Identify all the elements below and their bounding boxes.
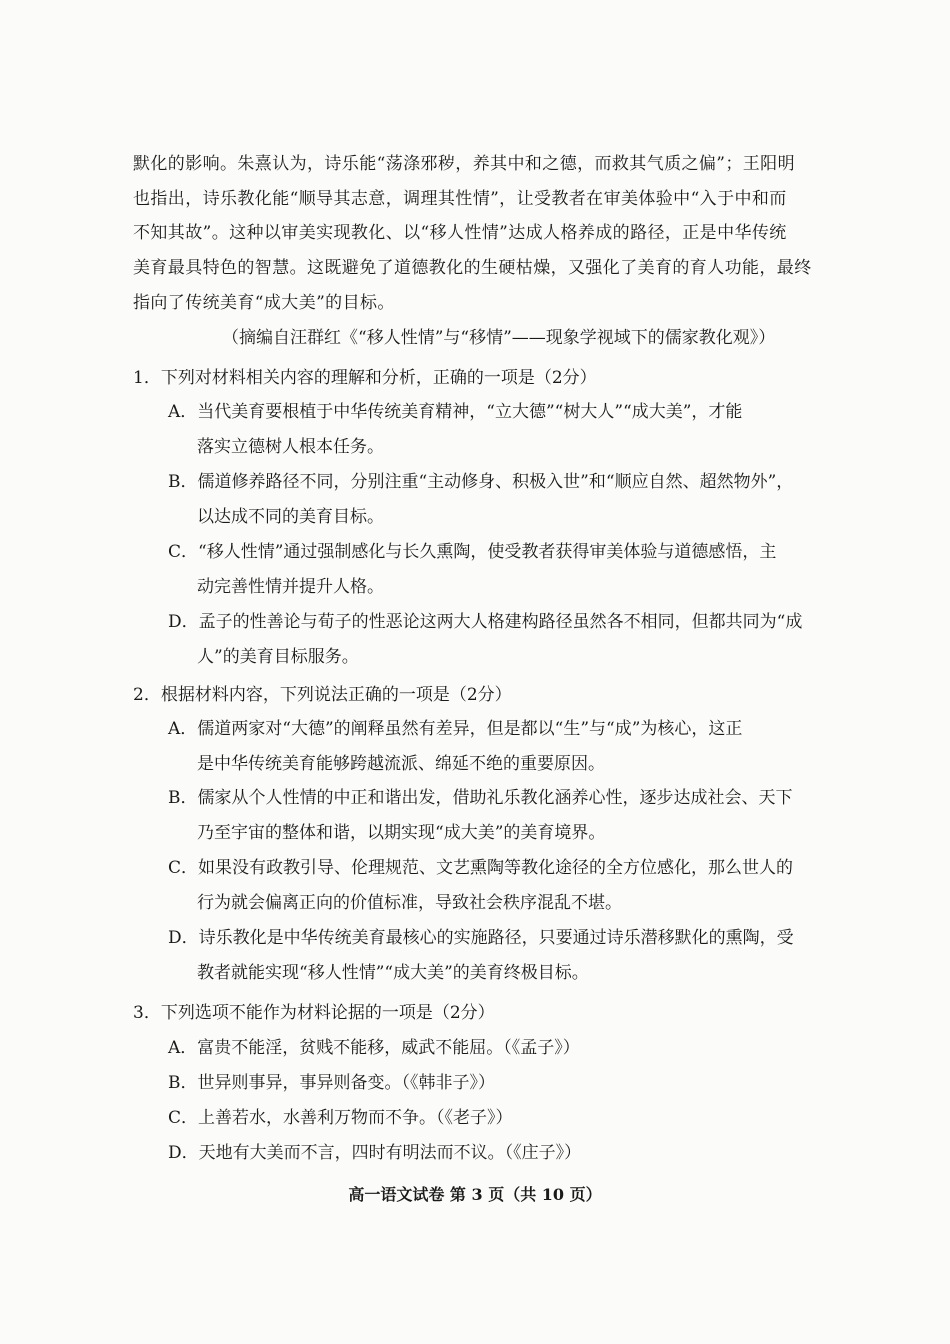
question-3-stem: 3．下列选项不能作为材料论据的一项是（2分） <box>133 1003 495 1023</box>
q2-option-d: D．诗乐教化是中华传统美育最核心的实施路径，只要通过诗乐潜移默化的熏陶，受 <box>168 928 794 948</box>
q2-option-d-cont: 教者就能实现“移人性情”“成大美”的美育终极目标。 <box>197 963 589 983</box>
q1-option-c-cont: 动完善性情并提升人格。 <box>197 577 384 597</box>
question-1-stem: 1．下列对材料相关内容的理解和分析，正确的一项是（2分） <box>133 368 597 388</box>
q1-option-a: A．当代美育要根植于中华传统美育精神，“立大德”“树大人”“成大美”，才能 <box>168 402 743 422</box>
q1-option-c: C．“移人性情”通过强制感化与长久熏陶，使受教者获得审美体验与道德感悟，主 <box>168 542 777 562</box>
q3-option-d: D．天地有大美而不言，四时有明法而不议。（《庄子》） <box>168 1143 582 1163</box>
q1-option-b: B．儒道修养路径不同，分别注重“主动修身、积极入世”和“顺应自然、超然物外”， <box>168 472 794 492</box>
q1-option-a-cont: 落实立德树人根本任务。 <box>197 437 384 457</box>
q1-option-d: D．孟子的性善论与荀子的性恶论这两大人格建构路径虽然各不相同，但都共同为“成 <box>168 612 803 632</box>
q2-option-b: B．儒家从个人性情的中正和谐出发，借助礼乐教化涵养心性，逐步达成社会、天下 <box>168 788 793 808</box>
passage-line: 美育最具特色的智慧。这既避免了道德教化的生硬枯燥，又强化了美育的育人功能，最终 <box>133 258 812 278</box>
q2-option-c-cont: 行为就会偏离正向的价值标准，导致社会秩序混乱不堪。 <box>197 893 622 913</box>
q2-option-b-cont: 乃至宇宙的整体和谐，以期实现“成大美”的美育境界。 <box>197 823 606 843</box>
q3-option-c: C．上善若水，水善利万物而不争。（《老子》） <box>168 1108 513 1128</box>
passage-line: 默化的影响。朱熹认为，诗乐能“荡涤邪秽，养其中和之德，而救其气质之偏”；王阳明 <box>133 154 795 174</box>
passage-line: 也指出，诗乐教化能“顺导其志意，调理其性情”，让受教者在审美体验中“入于中和而 <box>133 189 787 209</box>
passage-line: 指向了传统美育“成大美”的目标。 <box>133 293 395 313</box>
passage-line: 不知其故”。这种以审美实现教化、以“移人性情”达成人格养成的路径，正是中华传统 <box>133 223 787 243</box>
q2-option-a: A．儒道两家对“大德”的阐释虽然有差异，但是都以“生”与“成”为核心，这正 <box>168 719 743 739</box>
q2-option-a-cont: 是中华传统美育能够跨越流派、绵延不绝的重要原因。 <box>197 754 605 774</box>
q3-option-b: B．世异则事异，事异则备变。（《韩非子》） <box>168 1073 495 1093</box>
q1-option-b-cont: 以达成不同的美育目标。 <box>197 507 384 527</box>
q2-option-c: C．如果没有政教引导、伦理规范、文艺熏陶等教化途径的全方位感化，那么世人的 <box>168 858 794 878</box>
question-2-stem: 2．根据材料内容，下列说法正确的一项是（2分） <box>133 685 512 705</box>
q1-option-d-cont: 人”的美育目标服务。 <box>197 647 359 667</box>
passage-source: （摘编自汪群红《“移人性情”与“移情”——现象学视域下的儒家教化观》） <box>222 328 776 348</box>
page-footer: 高一语文试卷 第 3 页（共 10 页） <box>348 1185 602 1204</box>
q3-option-a: A．富贵不能淫，贫贱不能移，威武不能屈。（《孟子》） <box>168 1038 580 1058</box>
